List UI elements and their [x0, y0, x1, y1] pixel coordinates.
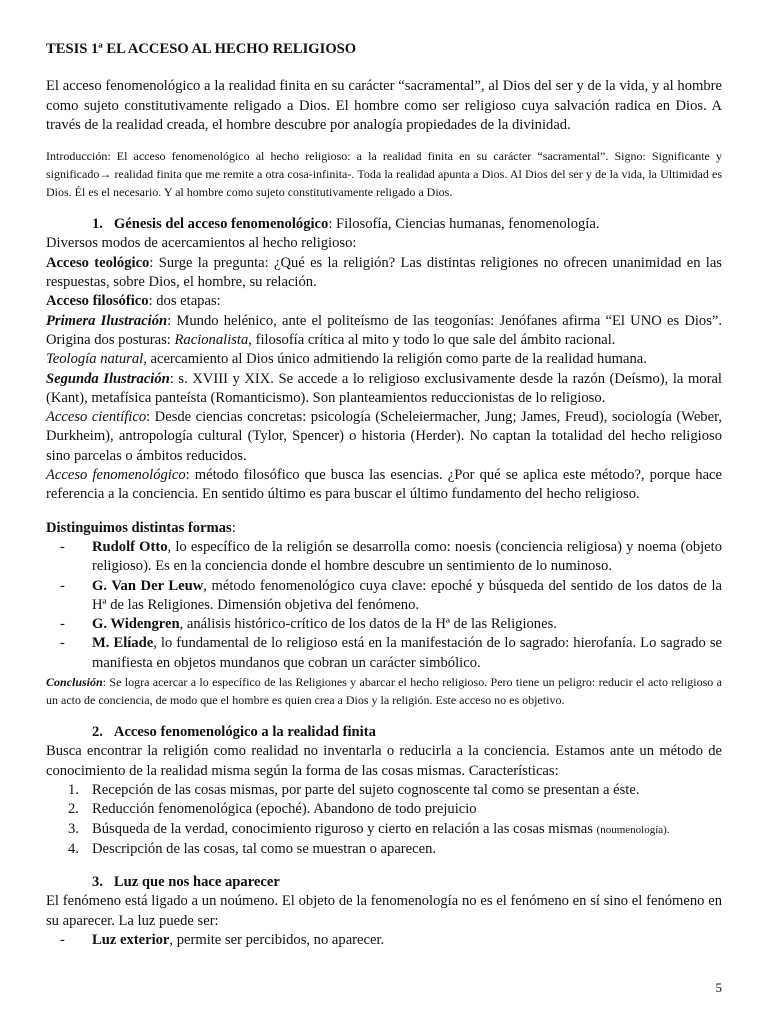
acceso-teologico — [46, 254, 722, 293]
racionalista-term: Racionalista — [174, 331, 249, 348]
section-2-heading — [46, 723, 722, 742]
author-name: G. Widengren — [92, 616, 180, 633]
primera-ilustracion — [46, 312, 722, 351]
teologia-natural-label: Teología natural — [46, 351, 144, 368]
acceso-teologico-text: : Surge la pregunta: ¿Qué es la religión? Las distintas religiones no ofrecen unanimidad en las respuestas, sobre Dios, el hombre, su relación. — [46, 254, 722, 291]
author-text: , lo específico de la religión se desarrolla como: noesis (conciencia religiosa) y noema (objeto religioso). Es en la conciencia donde el hombre descubre un sentimiento de lo numinoso. — [92, 538, 723, 575]
section-3-number: 3. — [92, 874, 103, 891]
formas-label: Distinguimos distintas formas — [46, 519, 232, 536]
list-item — [46, 634, 722, 673]
teologia-natural-text: , acercamiento al Dios único admitiendo la religión como parte de la realidad humana. — [143, 351, 647, 368]
item-text: Búsqueda de la verdad, conocimiento riguroso y cierto en relación a las cosas mismas — [92, 820, 597, 837]
list-item — [46, 615, 722, 634]
segunda-ilustracion — [46, 370, 722, 409]
segunda-ilustracion-label: Segunda Ilustración — [46, 370, 170, 387]
characteristics-list — [46, 781, 722, 859]
primera-ilustracion-text: : Mundo helénico, ante el politeísmo de las teogonías: Jenófanes afirma “El UNO es Dios”. Origina dos posturas: — [46, 312, 723, 348]
luz-text: , permite ser percibidos, no aparecer. — [169, 931, 385, 948]
list-item — [46, 931, 722, 950]
section-1-intro-line: Diversos modos de acercamientos al hecho religioso: — [46, 235, 357, 252]
author-text: , método fenomenológico cuya clave: epoché y búsqueda del sentido de los datos de la Hª de las Religiones. Dimensión objetiva del fenómeno. — [92, 577, 723, 613]
acceso-teologico-label: Acceso teológico — [46, 254, 150, 271]
author-name: G. Van Der Leuw — [92, 577, 204, 594]
item-number: 1. — [68, 781, 79, 798]
conclusion-text: : Se logra acercar a lo específico de las Religiones y abarcar el hecho religioso. Pero tiene un peligro: reducir el acto religioso a un acto de conciencia, de modo que el hombre es quien crea a Dios y la religión. Este acceso no es objetivo. — [46, 675, 722, 708]
primera-ilustracion-label: Primera Ilustración — [46, 312, 168, 329]
section-1-title: Génesis del acceso fenomenológico — [113, 216, 329, 233]
section-1-heading — [46, 215, 722, 234]
section-1-title-rest: : Filosofía, Ciencias humanas, fenomenología. — [328, 216, 600, 233]
teologia-natural — [46, 350, 722, 369]
luz-name: Luz exterior — [92, 931, 170, 948]
author-name: M. Elíade — [92, 635, 154, 652]
page-number: 5 — [715, 980, 722, 995]
formas-heading — [46, 519, 722, 538]
section-2-number: 2. — [92, 724, 103, 741]
acceso-cientifico-label: Acceso científico — [46, 409, 147, 426]
author-name: Rudolf Otto — [92, 538, 168, 555]
section-2-title: Acceso fenomenológico a la realidad finita — [113, 724, 376, 741]
list-item — [46, 781, 722, 800]
acceso-filosofico-label: Acceso filosófico — [46, 293, 149, 310]
segunda-ilustracion-text: : s. XVIII y XIX. Se accede a lo religioso exclusivamente desde la razón (Deísmo), la moral (Kant), metafísica panteísta (Romanticismo). Son planteamientos reduccionistas de lo religioso. — [46, 370, 722, 406]
item-text: Reducción fenomenológica (epoché). Abandono de todo prejuicio — [92, 801, 477, 818]
acceso-fenomenologico — [46, 466, 722, 505]
section-3-heading — [46, 873, 722, 892]
acceso-cientifico-text: : Desde ciencias concretas: psicología (Scheleiermacher, Jung; James, Freud), sociología (Weber, Durkheim), antropología cultural (Tylor, Spencer) o historia (Herder). No captan la totalidad del hecho religioso sino parcelas o ámbitos reducidos. — [46, 409, 722, 464]
primera-ilustracion-text-b: , filosofía crítica al mito y todo lo que sale del ámbito racional. — [248, 331, 616, 348]
acceso-filosofico-text: : dos etapas: — [148, 293, 221, 310]
item-number: 2. — [68, 801, 79, 818]
formas-colon: : — [231, 519, 236, 536]
conclusion — [46, 673, 722, 709]
acceso-fenomenologico-text: : método filosófico que busca las esencias. ¿Por qué se aplica este método?, porque hace referencia a la conciencia. En sentido último es para buscar el último fundamento del hecho religioso. — [46, 467, 722, 503]
list-item — [46, 820, 722, 840]
acceso-filosofico — [46, 292, 722, 311]
item-text: Descripción de las cosas, tal como se muestran o aparecen. — [92, 840, 437, 857]
luz-list — [46, 931, 722, 950]
page-title: TESIS 1ª EL ACCESO AL HECHO RELIGIOSO — [46, 41, 357, 57]
list-item — [46, 800, 722, 819]
item-note: (noumenología). — [596, 823, 670, 836]
section-2-text: Busca encontrar la religión como realidad no inventarla o reducirla a la conciencia. Estamos ante un método de conocimiento de la realidad misma según la forma de las cosas mismas. Características: — [46, 743, 722, 779]
author-text: , análisis histórico-crítico de los datos de la Hª de las Religiones. — [179, 616, 557, 633]
list-item — [46, 577, 722, 616]
formas-list — [46, 538, 722, 673]
item-number: 4. — [68, 840, 79, 857]
lead-paragraph: El acceso fenomenológico a la realidad finita en su carácter “sacramental”, al Dios del ser y de la vida, y al hombre como sujeto constitutivamente religado a Dios. El hombre como ser religioso cuya salvación radica en Dios. A través de la realidad creada, el hombre descubre por analogía propiedades de la divinidad. — [46, 78, 722, 133]
intro-paragraph: Introducción: El acceso fenomenológico al hecho religioso: a la realidad finita en su carácter “sacramental”. Signo: Significante y significado→ realidad finita que me remite a otra cosa-infinita-. Toda la realidad apunta a Dios. Al Dios del ser y de la vida, la Ultimidad es Dios. Él es el necesario. Y al hombre como sujeto constitutivamente religado a Dios. — [46, 149, 722, 200]
section-3-text: El fenómeno está ligado a un noúmeno. El objeto de la fenomenología no es el fenómeno en sí sino el fenómeno en su aparecer. La luz puede ser: — [46, 893, 722, 929]
section-1-number: 1. — [92, 216, 103, 233]
list-item — [46, 840, 722, 859]
item-number: 3. — [68, 820, 79, 837]
author-text: , lo fundamental de lo religioso está en la manifestación de lo sagrado: hierofanía. Lo sagrado se manifiesta en objetos mundanos que cobran un carácter simbólico. — [92, 635, 722, 671]
acceso-cientifico — [46, 408, 722, 466]
section-3-title: Luz que nos hace aparecer — [113, 874, 280, 891]
item-text: Recepción de las cosas mismas, por parte del sujeto cognoscente tal como se presentan a éste. — [92, 781, 640, 798]
conclusion-label: Conclusión — [46, 675, 103, 690]
list-item — [46, 538, 722, 577]
acceso-fenomenologico-label: Acceso fenomenológico — [46, 467, 186, 484]
